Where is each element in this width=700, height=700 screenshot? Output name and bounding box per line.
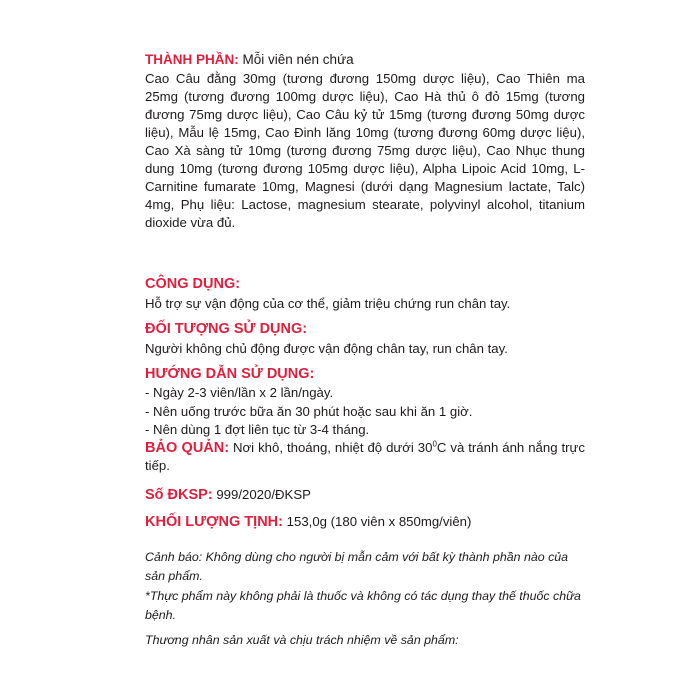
manufacturer-text: Thương nhân sản xuất và chịu trách nhiệm về sản phẩm:	[145, 633, 459, 647]
instructions-label: HƯỚNG DẪN SỬ DỤNG:	[145, 366, 315, 382]
registration-section	[145, 486, 585, 504]
net-weight-value: 153,0g (180 viên x 850mg/viên)	[286, 514, 472, 529]
registration-value: 999/2020/ĐKSP	[216, 487, 311, 502]
composition-intro: Mỗi viên nén chứa	[242, 52, 354, 67]
target-text: Người không chủ động được vận động chân tay, run chân tay.	[145, 341, 508, 356]
storage-text-after: C và tránh ánh nắng trực tiếp.	[145, 440, 585, 473]
manufacturer-section	[145, 631, 585, 650]
disclaimer-text: *Thực phẩm này không phải là thuốc và không có tác dụng thay thế thuốc chữa bệnh.	[145, 589, 581, 622]
uses-section	[145, 275, 585, 313]
uses-label: CÔNG DỤNG:	[145, 276, 241, 292]
registration-label: Số ĐKSP:	[145, 487, 213, 503]
warning-section	[145, 548, 585, 586]
net-weight-label: KHỐI LƯỢNG TỊNH:	[145, 514, 283, 530]
target-label: ĐỐI TƯỢNG SỬ DỤNG:	[145, 321, 308, 337]
instruction-item: - Nên uống trước bữa ăn 30 phút hoặc sau khi ăn 1 giờ.	[145, 403, 473, 419]
instruction-item: - Nên dùng 1 đợt liên tục từ 3-4 tháng.	[145, 422, 370, 437]
instructions-list	[145, 384, 585, 440]
composition-section	[145, 50, 585, 232]
disclaimer-section	[145, 587, 585, 625]
storage-text-before: Nơi khô, thoáng, nhiệt độ dưới 30	[233, 440, 433, 455]
instruction-item: - Ngày 2-3 viên/lần x 2 lần/ngày.	[145, 385, 334, 400]
target-section	[145, 320, 585, 358]
composition-label: THÀNH PHẦN:	[145, 52, 239, 67]
storage-superscript: 0	[432, 439, 437, 449]
net-weight-section	[145, 513, 585, 531]
composition-text: Cao Câu đằng 30mg (tương đương 150mg dược liệu), Cao Thiên ma 25mg (tương đương 100mg dược liệu), Cao Hà thủ ô đỏ 15mg (tương đương 75mg dược liệu), Cao Câu kỷ tử 15mg (tương đương 50mg dược liệu), Mẫu lệ 15mg, Cao Đinh lăng 10mg (tương đương 60mg dược liệu), Cao Xà sàng tử 10mg (tương đương 75mg dược liệu), Cao Nhục thung dung 10mg (tương đương 105mg dược liệu), Alpha Lipoic Acid 10mg, L-Carnitine fumarate 10mg, Magnesi (dưới dạng Magnesium lactate, Talc) 4mg, Phụ liệu: Lactose, magnesium stearate, polyvinyl alcohol, titanium dioxide vừa đủ.	[145, 71, 585, 230]
storage-section	[145, 439, 585, 475]
storage-label: BẢO QUẢN:	[145, 440, 230, 456]
warning-text: Cảnh báo: Không dùng cho người bị mẫn cảm với bất kỳ thành phần nào của sản phẩm.	[145, 550, 569, 583]
uses-text: Hỗ trợ sự vận động của cơ thể, giảm triệu chứng run chân tay.	[145, 296, 511, 311]
instructions-section	[145, 365, 585, 440]
